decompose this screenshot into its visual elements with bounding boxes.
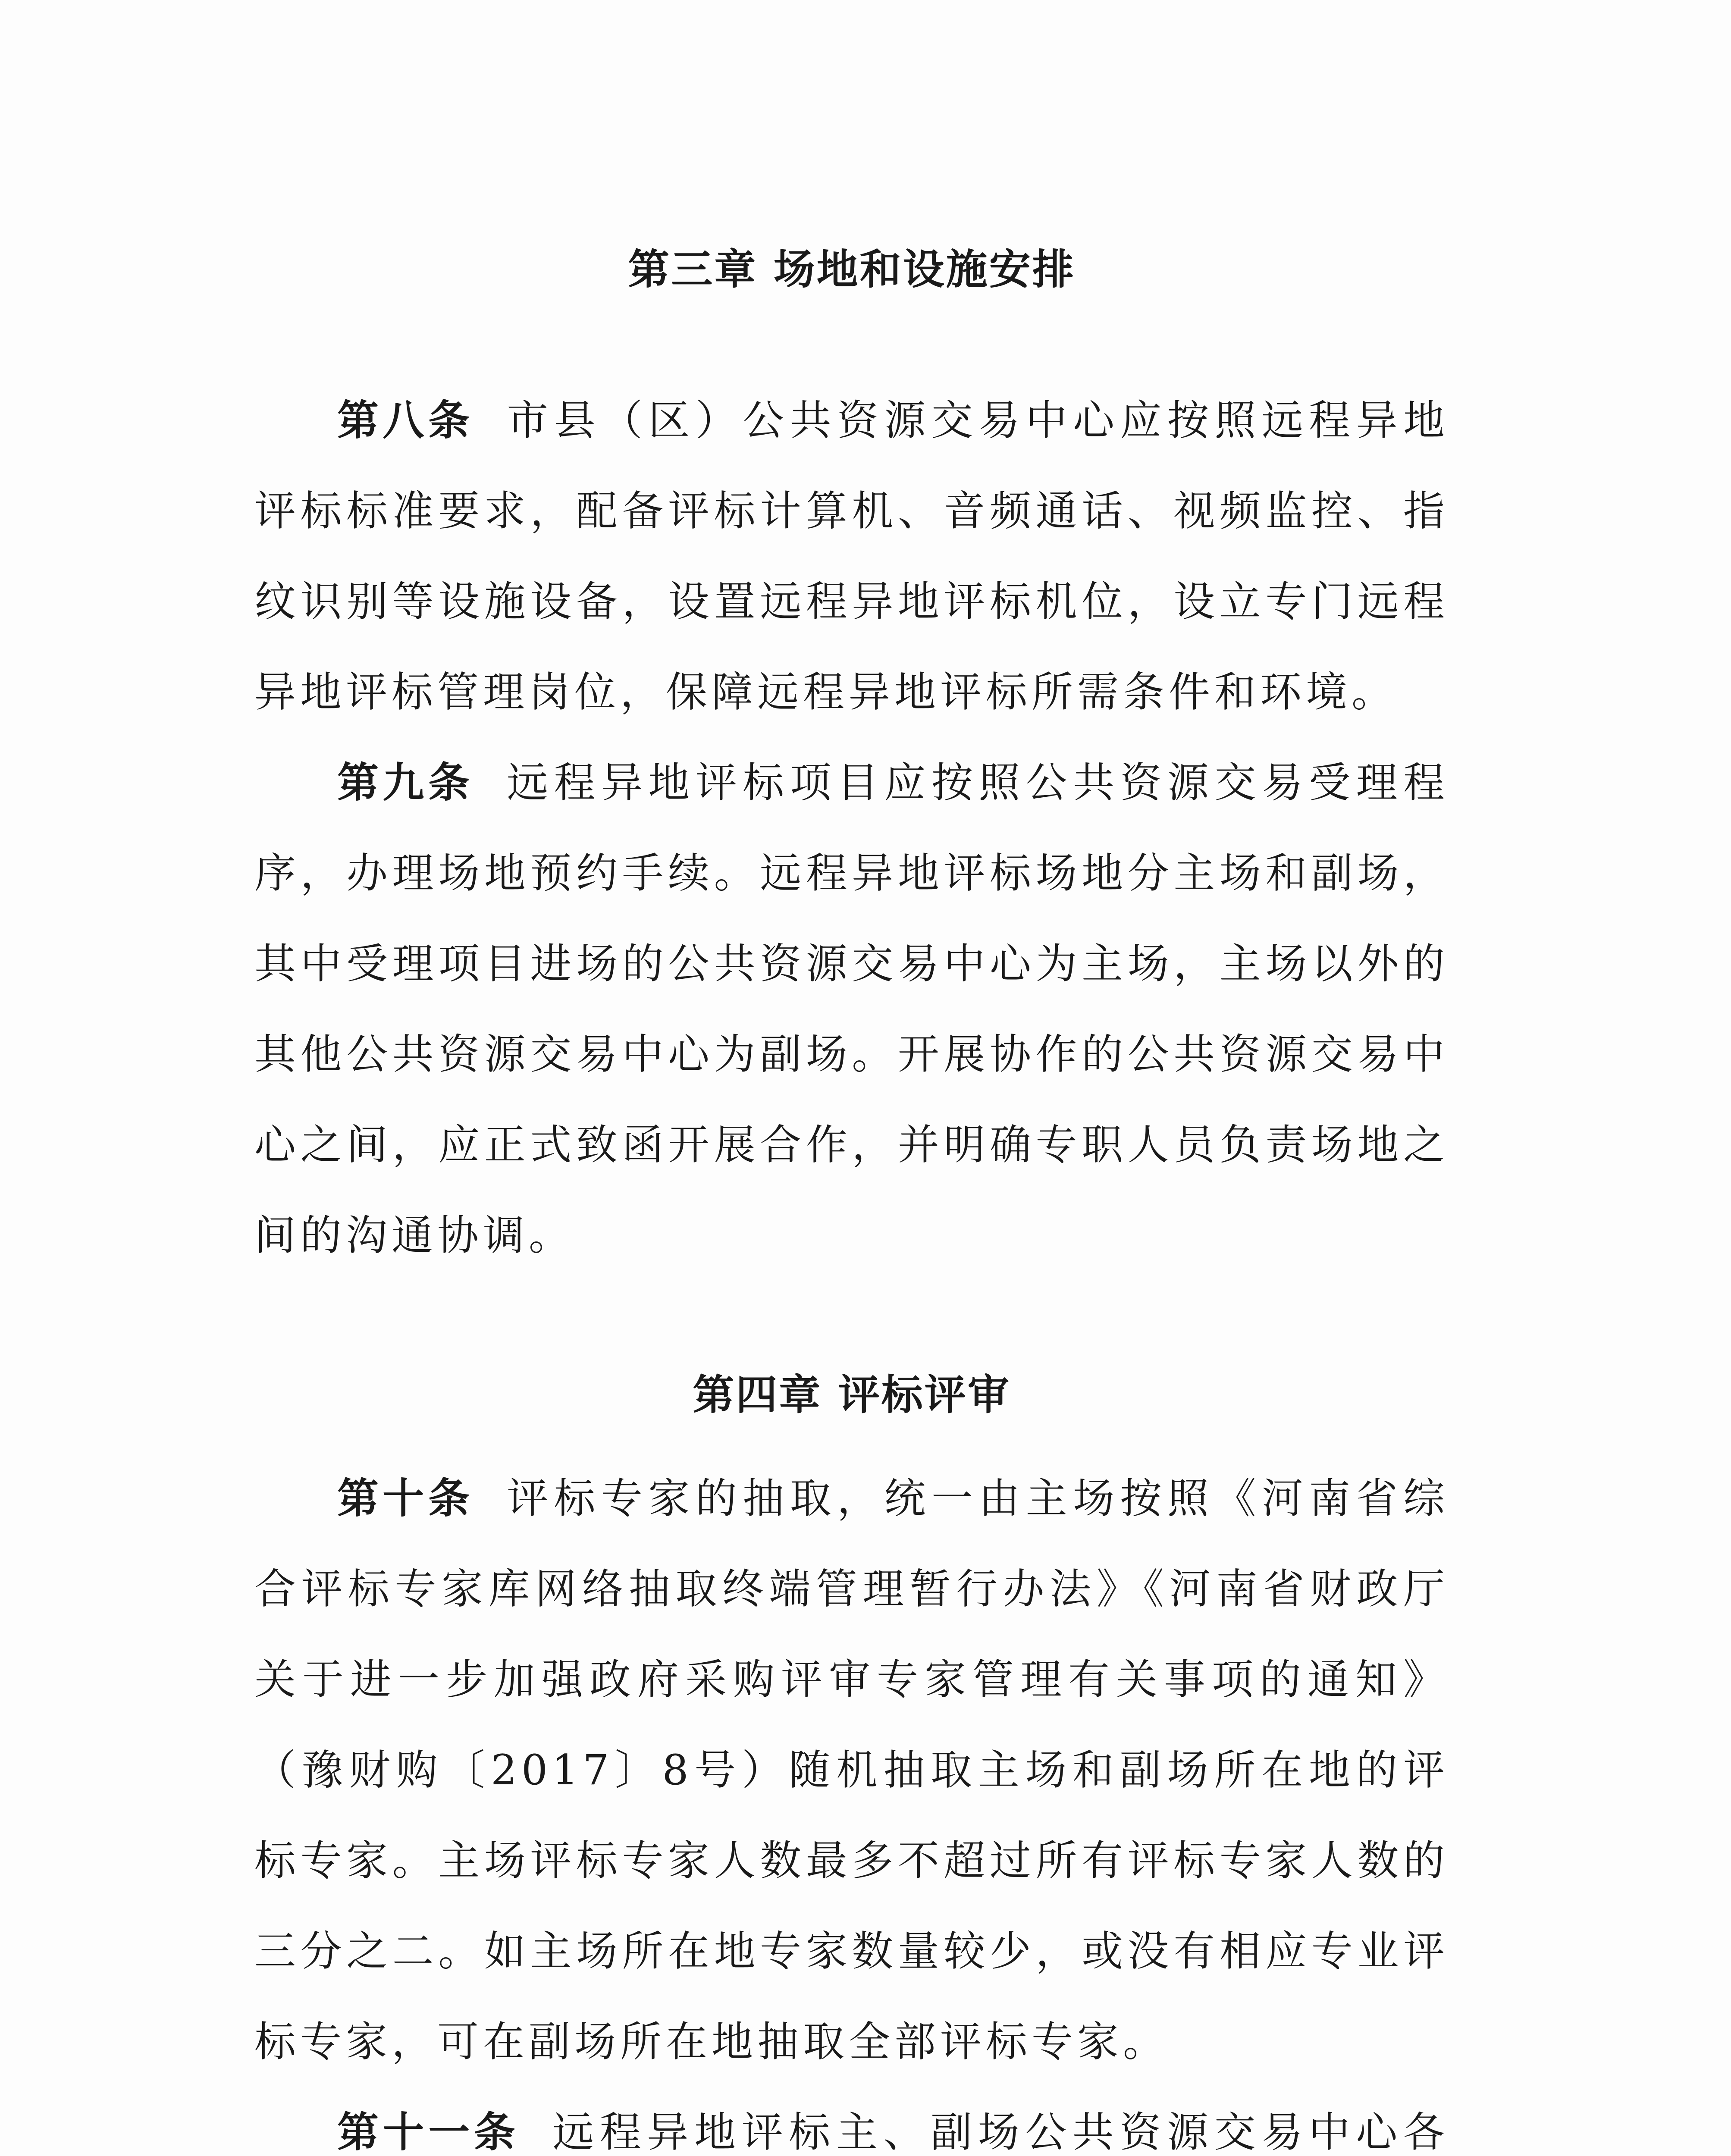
article-8 bbox=[254, 375, 1449, 737]
article-11-label: 第十一条 bbox=[337, 2108, 520, 2156]
article-8-text: 市县（区）公共资源交易中心应按照远程异地评标标准要求，配备评标计算机、音频通话、视频监控、指纹识别等设施设备，设置远程异地评标机位，设立专门远程异地评标管理岗位，保障远程异地评标所需条件和环境。 bbox=[254, 396, 1449, 716]
article-10-text: 评标专家的抽取，统一由主场按照《河南省综合评标专家库网络抽取终端管理暂行办法》《河南省财政厅关于进一步加强政府采购评审专家管理有关事项的通知》（豫财购〔2017〕8号）随机抽取主场和副场所在地的评标专家。主场评标专家人数最多不超过所有评标专家人数的三分之二。如主场所在地专家数量较少，或没有相应专业评标专家，可在副场所在地抽取全部评标专家。 bbox=[254, 1474, 1449, 2066]
article-9-label: 第九条 bbox=[337, 758, 474, 807]
article-11-text: 远程异地评标主、副场公共资源交易中心各 bbox=[552, 2108, 1449, 2156]
article-9-text: 远程异地评标项目应按照公共资源交易受理程序，办理场地预约手续。远程异地评标场地分主场和副场，其中受理项目进场的公共资源交易中心为主场，主场以外的其他公共资源交易中心为副场。开展协作的公共资源交易中心之间，应正式致函开展合作，并明确专职人员负责场地之间的沟通协调。 bbox=[254, 758, 1449, 1260]
chapter-4-title: 第四章 评标评审 bbox=[693, 1371, 1011, 1419]
article-11 bbox=[254, 2087, 1449, 2156]
article-10-label: 第十条 bbox=[337, 1474, 474, 1523]
article-9 bbox=[254, 737, 1449, 1281]
article-10 bbox=[254, 1453, 1449, 2087]
chapter-3-title: 第三章 场地和设施安排 bbox=[628, 245, 1076, 294]
article-8-label: 第八条 bbox=[337, 396, 474, 445]
document-body bbox=[254, 241, 1449, 2156]
